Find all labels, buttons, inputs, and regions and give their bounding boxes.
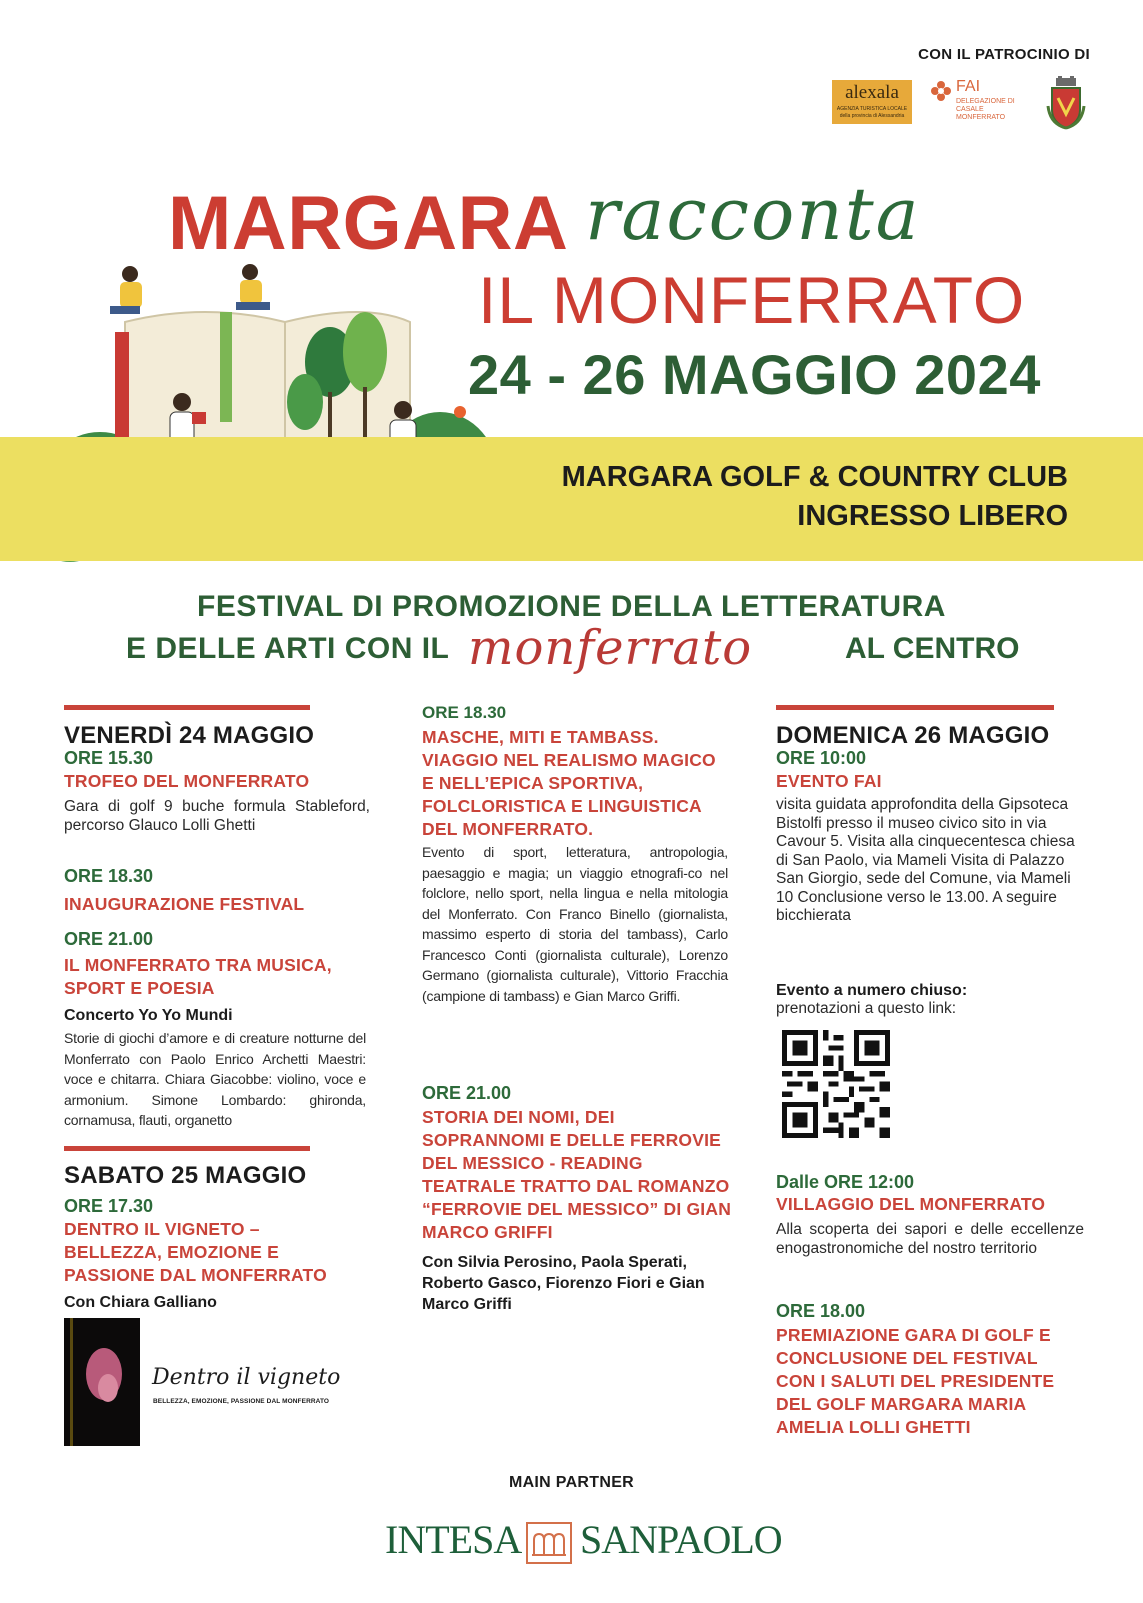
saturday-e3-time: ORE 21.00	[422, 1083, 512, 1103]
title-dates: 24 - 26 MAGGIO 2024	[468, 343, 1041, 406]
venue-entry: INGRESSO LIBERO	[797, 500, 1068, 532]
friday-e3-title: IL MONFERRATO TRA MUSICA, SPORT E POESIA	[64, 955, 332, 998]
friday-e1-title: TROFEO DEL MONFERRATO	[64, 771, 310, 791]
friday-e1-time: ORE 15.30	[64, 748, 154, 768]
friday-e3-time: ORE 21.00	[64, 929, 154, 949]
arches-icon	[528, 1524, 570, 1562]
fai-logo	[930, 78, 1020, 128]
sunday-e3-time: ORE 18.00	[776, 1301, 866, 1321]
saturday-e2-desc: Evento di sport, letteratura, antropologia, paesaggio e magia; un viaggio etnografi-co nel folclore, nello sport, nella lingua e nella mitologia del Monferrato. Con Franco Binello (giornalista, massimo esperto di storia del tambass), Carlo Francesco Conti (giornalista culturale), Lorenzo Germano (giornalista culturale), Vittorio Fracchia (campione di tambass) e Gian Marco Griffi.	[422, 844, 728, 1004]
sunday-e3-title: PREMIAZIONE GARA DI GOLF E CONCLUSIONE DEL FESTIVAL CON I SALUTI DEL PRESIDENTE DEL GOLF MARGARA MARIA AMELIA LOLLI GHETTI	[776, 1325, 1055, 1437]
friday-e1-desc: Gara di golf 9 buche formula Stableford, percorso Glauco Lolli Ghetti	[64, 798, 370, 834]
festival-line-2-start: E DELLE ARTI CON IL	[126, 632, 450, 665]
friday-e2-title: INAUGURAZIONE FESTIVAL	[64, 894, 305, 914]
sunday-e1-note: Evento a numero chiuso:	[776, 982, 968, 999]
book-title-script: Dentro il vigneto	[152, 1365, 341, 1390]
book-cover-photo	[64, 1318, 140, 1446]
sunday-e2-desc: Alla scoperta dei sapori e delle eccellenze enogastronomiche del nostro territorio	[776, 1221, 1084, 1257]
sunday-heading: DOMENICA 26 MAGGIO	[776, 722, 1050, 749]
alexala-name: alexala	[845, 82, 899, 103]
saturday-e3-sub: Con Silvia Perosino, Paola Sperati, Roberto Gasco, Fiorenzo Fiori e Gian Marco Griffi	[422, 1254, 705, 1313]
grape-photo-icon	[64, 1318, 140, 1446]
festival-line-1: FESTIVAL DI PROMOZIONE DELLA LETTERATURA	[197, 590, 946, 623]
sunday-redbar	[776, 705, 1054, 710]
saturday-e2-title: MASCHE, MITI E TAMBASS. VIAGGIO NEL REALISMO MAGICO E NELL’EPICA SPORTIVA, FOLCLORISTICA E LINGUISTICA DEL MONFERRATO.	[422, 727, 716, 839]
venue-info	[520, 458, 1068, 536]
friday-e2-time: ORE 18.30	[64, 866, 154, 886]
saturday-e1-sub: Con Chiara Galliano	[64, 1294, 217, 1311]
patronage-label: CON IL PATROCINIO DI	[918, 46, 1090, 63]
sunday-e1-desc: visita guidata approfondita della Gipsoteca Bistolfi presso il museo civico sito in via Cavour 5. Visita alla cinquecentesca chiesa di San Paolo, via Mameli Visita di Palazzo San Giorgio, sede del Comune, via Mameli 10 Conclusione verso le 13.00. A seguire bicchierata	[776, 796, 1075, 924]
title-margara: MARGARA	[168, 181, 569, 266]
venue-name: MARGARA GOLF & COUNTRY CLUB	[561, 461, 1068, 493]
sunday-e2-time: Dalle ORE 12:00	[776, 1172, 915, 1192]
sunday-e1-time: ORE 10:00	[776, 748, 867, 768]
festival-line-2-end: AL CENTRO	[845, 632, 1020, 665]
saturday-e1-time: ORE 17.30	[64, 1196, 154, 1216]
saturday-e1-title: DENTRO IL VIGNETO – BELLEZZA, EMOZIONE E PASSIONE DAL MONFERRATO	[64, 1219, 327, 1285]
sunday-e2-title: VILLAGGIO DEL MONFERRATO	[776, 1194, 1046, 1214]
partner-brand-intesa: INTESA	[385, 1517, 522, 1562]
alexala-sub: AGENZIA TURISTICA LOCALE della provincia di Alessandria	[836, 106, 908, 119]
saturday-e3-title: STORIA DEI NOMI, DEI SOPRANNOMI E DELLE FERROVIE DEL MESSICO - READING TEATRALE TRATTO DAL ROMANZO “FERROVIE DEL MESSICO” DI GIAN MARCO GRIFFI	[422, 1107, 732, 1242]
municipality-crest-icon	[1046, 76, 1086, 130]
friday-heading: VENERDÌ 24 MAGGIO	[64, 722, 315, 749]
fai-flower-icon	[930, 80, 952, 102]
saturday-heading: SABATO 25 MAGGIO	[64, 1162, 307, 1189]
sunday-e1-title: EVENTO FAI	[776, 771, 882, 791]
partner-brand-sanpaolo: SANPAOLO	[580, 1517, 782, 1562]
title-racconta-script: racconta	[585, 172, 921, 256]
booking-qr-code[interactable]	[782, 1030, 890, 1138]
book-tagline: BELLEZZA, EMOZIONE, PASSIONE DAL MONFERRATO	[153, 1398, 330, 1405]
sunday-e1-note2: prenotazioni a questo link:	[776, 1000, 957, 1017]
fai-sub: DELEGAZIONE DI CASALE MONFERRATO	[956, 98, 1015, 121]
friday-e3-sub: Concerto Yo Yo Mundi	[64, 1007, 233, 1024]
friday-redbar	[64, 705, 310, 710]
alexala-logo	[832, 80, 912, 124]
title-monferrato: IL MONFERRATO	[478, 263, 1026, 337]
friday-e3-desc: Storie di giochi d’amore e di creature notturne del Monferrato con Paolo Enrico Archetti Maestri: voce e chitarra. Chiara Giacobbe: violino, voce e armonium. Simone Lombardo: ghironda, cornamusa, flauti, organetto	[64, 1030, 366, 1128]
saturday-e2-time: ORE 18.30	[422, 703, 507, 722]
main-partner-label: MAIN PARTNER	[508, 1474, 635, 1491]
intesa-sanpaolo-logo-icon	[526, 1522, 572, 1564]
saturday-redbar	[64, 1146, 310, 1151]
fai-name: FAI	[956, 78, 981, 95]
festival-monferrato-script: monferrato	[468, 620, 753, 676]
